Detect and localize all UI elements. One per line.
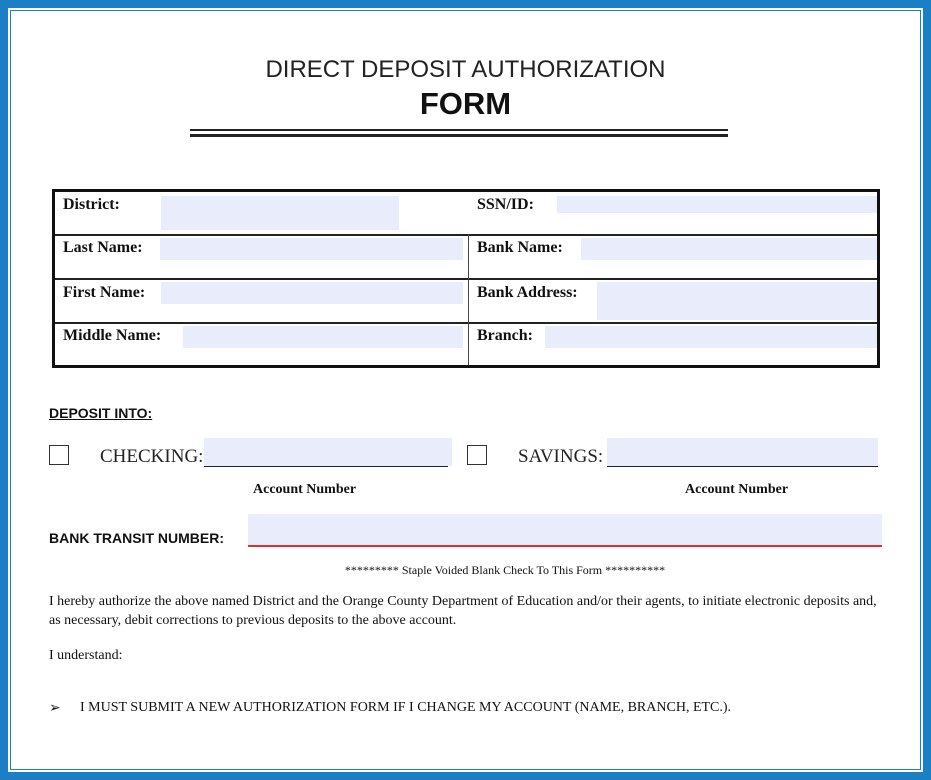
first-name-field[interactable] [161, 282, 463, 304]
ssn-field[interactable] [557, 196, 877, 213]
branch-label: Branch: [477, 327, 533, 344]
last-name-label: Last Name: [63, 239, 143, 256]
district-field[interactable] [161, 196, 399, 230]
middle-name-field[interactable] [183, 326, 463, 348]
table-row-divider [55, 234, 877, 236]
table-column-divider [468, 234, 469, 365]
checking-checkbox[interactable] [49, 445, 69, 465]
bank-name-label: Bank Name: [477, 239, 563, 256]
last-name-field[interactable] [160, 238, 463, 260]
table-row-divider [55, 322, 877, 324]
checking-label: CHECKING: [100, 446, 204, 467]
bank-name-field[interactable] [581, 238, 877, 260]
checking-account-caption: Account Number [253, 482, 357, 497]
savings-account-field[interactable] [607, 438, 878, 466]
bank-transit-underline [248, 545, 882, 547]
middle-name-label: Middle Name: [63, 327, 162, 344]
district-label: District: [63, 196, 120, 213]
first-name-label: First Name: [63, 284, 146, 301]
checking-account-field[interactable] [204, 438, 452, 466]
page-inner-border [10, 10, 921, 770]
bank-address-label: Bank Address: [477, 284, 578, 301]
employee-bank-info-table [52, 189, 880, 368]
title-rule-thick [190, 134, 728, 137]
authorization-paragraph: I hereby authorize the above named District and the Orange County Department of Education and/or their agents, to initiate electronic deposits and, as necessary, debit corrections to previous deposits to the above account. [49, 594, 877, 628]
bullet-item-text: I MUST SUBMIT A NEW AUTHORIZATION FORM IF I CHANGE MY ACCOUNT (NAME, BRANCH, ETC.). [80, 700, 732, 715]
bank-transit-field[interactable] [248, 514, 882, 545]
savings-label: SAVINGS: [518, 446, 604, 467]
savings-account-caption: Account Number [685, 482, 789, 497]
bullet-arrow-icon: ➢ [49, 701, 61, 716]
checking-account-line [204, 466, 448, 467]
savings-checkbox[interactable] [467, 445, 487, 465]
title-rule-thin [190, 129, 728, 131]
understand-label: I understand: [49, 648, 123, 663]
bank-address-field[interactable] [597, 282, 877, 320]
savings-account-line [607, 466, 878, 467]
form-title-line2: FORM [419, 86, 512, 121]
table-row-divider [55, 278, 877, 280]
bank-transit-label: BANK TRANSIT NUMBER: [49, 530, 224, 546]
staple-check-note: ********* Staple Voided Blank Check To This Form ********** [344, 563, 666, 577]
branch-field[interactable] [545, 326, 877, 348]
ssn-label: SSN/ID: [477, 196, 534, 213]
form-title-line1: DIRECT DEPOSIT AUTHORIZATION [265, 56, 666, 83]
deposit-into-heading: DEPOSIT INTO: [49, 405, 153, 421]
